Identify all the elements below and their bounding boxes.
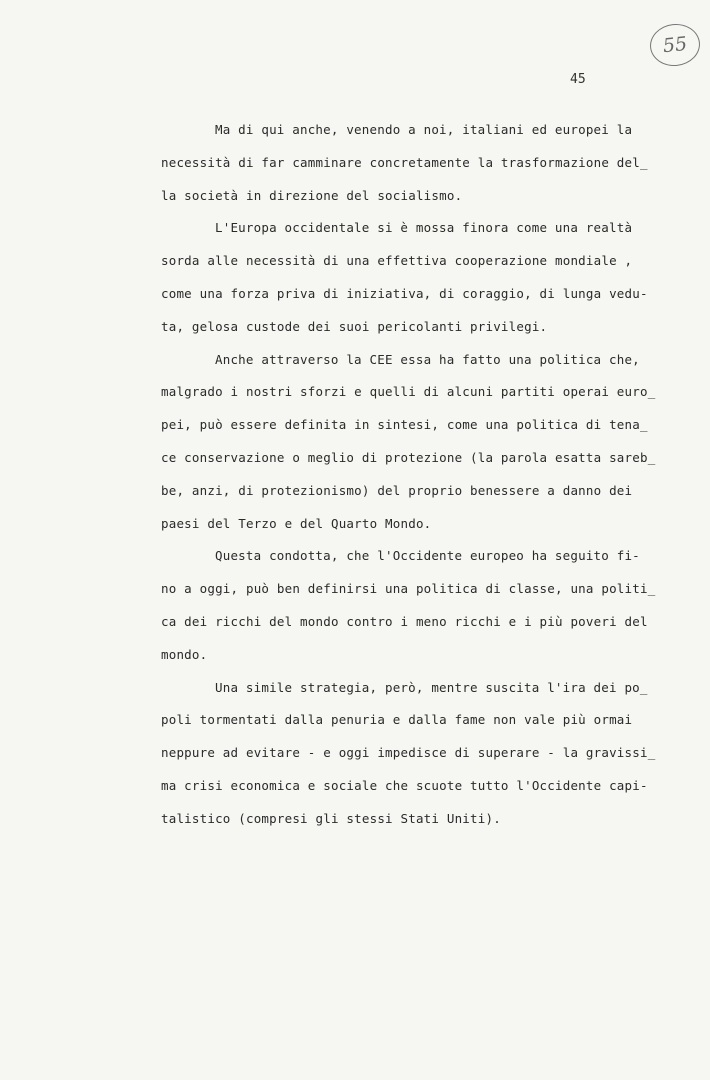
- text-line: mondo.: [161, 646, 208, 662]
- text-line: pei, può essere definita in sintesi, come una politica di tena_: [161, 417, 648, 433]
- text-line: ca dei ricchi del mondo contro i meno ricchi e i più poveri del: [161, 613, 648, 629]
- text-line: poli tormentati dalla penuria e dalla fame non vale più ormai: [161, 712, 633, 728]
- text-line: sorda alle necessità di una effettiva cooperazione mondiale ,: [161, 253, 633, 269]
- text-line: paesi del Terzo e del Quarto Mondo.: [161, 515, 432, 531]
- text-line: la società in direzione del socialismo.: [161, 187, 463, 203]
- text-line: talistico (compresi gli stessi Stati Uniti).: [161, 810, 501, 826]
- text-line: Anche attraverso la CEE essa ha fatto una politica che,: [215, 351, 640, 367]
- text-line: Una simile strategia, però, mentre suscita l'ira dei po_: [215, 679, 648, 695]
- stamp-number: 55: [661, 32, 689, 58]
- text-line: come una forza priva di iniziativa, di coraggio, di lunga vedu-: [161, 285, 648, 301]
- text-line: ma crisi economica e sociale che scuote tutto l'Occidente capi-: [161, 777, 648, 793]
- page-stamp: [648, 22, 702, 69]
- page-number: 45: [570, 72, 586, 87]
- text-line: neppure ad evitare - e oggi impedisce di superare - la gravissi_: [161, 745, 656, 761]
- text-line: ce conservazione o meglio di protezione (la parola esatta sareb_: [161, 449, 656, 465]
- text-line: L'Europa occidentale si è mossa finora come una realtà: [215, 220, 633, 236]
- text-line: be, anzi, di protezionismo) del proprio benessere a danno dei: [161, 482, 633, 498]
- text-line: Questa condotta, che l'Occidente europeo ha seguito fi-: [215, 548, 640, 564]
- text-line: Ma di qui anche, venendo a noi, italiani ed europei la: [215, 122, 633, 137]
- text-line: necessità di far camminare concretamente la trasformazione del_: [161, 154, 648, 170]
- text-line: malgrado i nostri sforzi e quelli di alcuni partiti operai euro_: [161, 384, 656, 400]
- text-line: no a oggi, può ben definirsi una politica di classe, una politi_: [161, 581, 656, 597]
- body-text: [161, 120, 656, 842]
- text-line: ta, gelosa custode dei suoi pericolanti privilegi.: [161, 318, 548, 334]
